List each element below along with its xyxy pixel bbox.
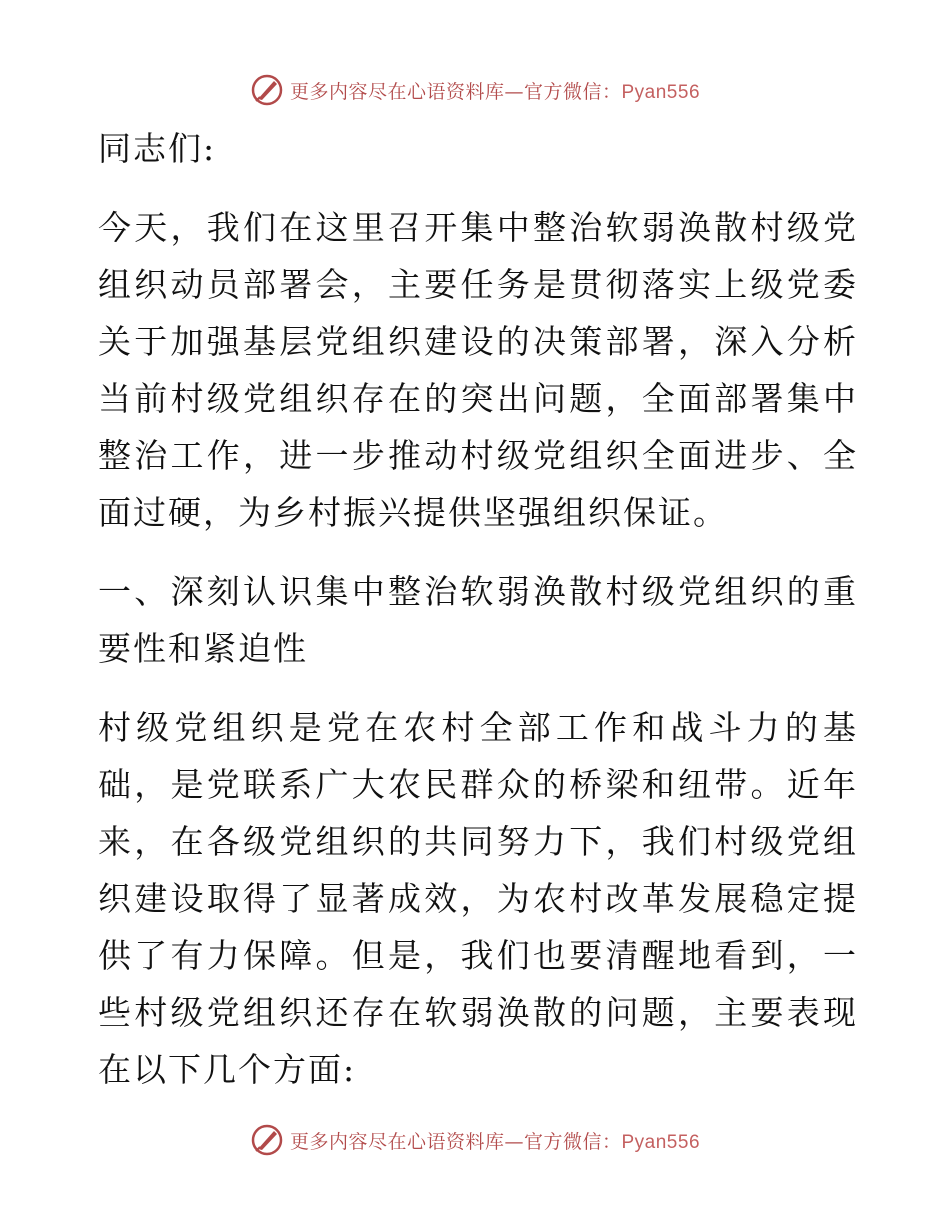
footer-banner-label: 更多内容尽在心语资料库—官方微信： <box>289 1130 622 1153</box>
footer-banner-text <box>290 1127 700 1154</box>
section-heading: 一、深刻认识集中整治软弱涣散村级党组织的重要性和紧迫性 <box>98 572 858 668</box>
footer-banner <box>0 1118 950 1162</box>
header-banner-text <box>290 77 700 104</box>
header-wechat-id: Pyan556 <box>621 81 701 103</box>
footer-wechat-id: Pyan556 <box>621 1131 701 1153</box>
pen-feather-logo-icon <box>250 1123 284 1157</box>
salutation: 同志们: <box>98 129 217 168</box>
pen-feather-logo-icon <box>250 73 284 107</box>
document-body <box>98 120 858 1120</box>
body-paragraph: 村级党组织是党在农村全部工作和战斗力的基础，是党联系广大农民群众的桥梁和纽带。近年来，在各级党组织的共同努力下，我们村级党组织建设取得了显著成效，为农村改革发展稳定提供了有力保障。但是，我们也要清醒地看到，一些村级党组织还存在软弱涣散的问题，主要表现在以下几个方面: <box>98 708 858 1089</box>
intro-paragraph: 今天，我们在这里召开集中整治软弱涣散村级党组织动员部署会，主要任务是贯彻落实上级党委关于加强基层党组织建设的决策部署，深入分析当前村级党组织存在的突出问题，全面部署集中整治工作，进一步推动村级党组织全面进步、全面过硬，为乡村振兴提供坚强组织保证。 <box>98 208 858 532</box>
header-banner <box>0 68 950 112</box>
header-banner-label: 更多内容尽在心语资料库—官方微信： <box>289 80 622 103</box>
